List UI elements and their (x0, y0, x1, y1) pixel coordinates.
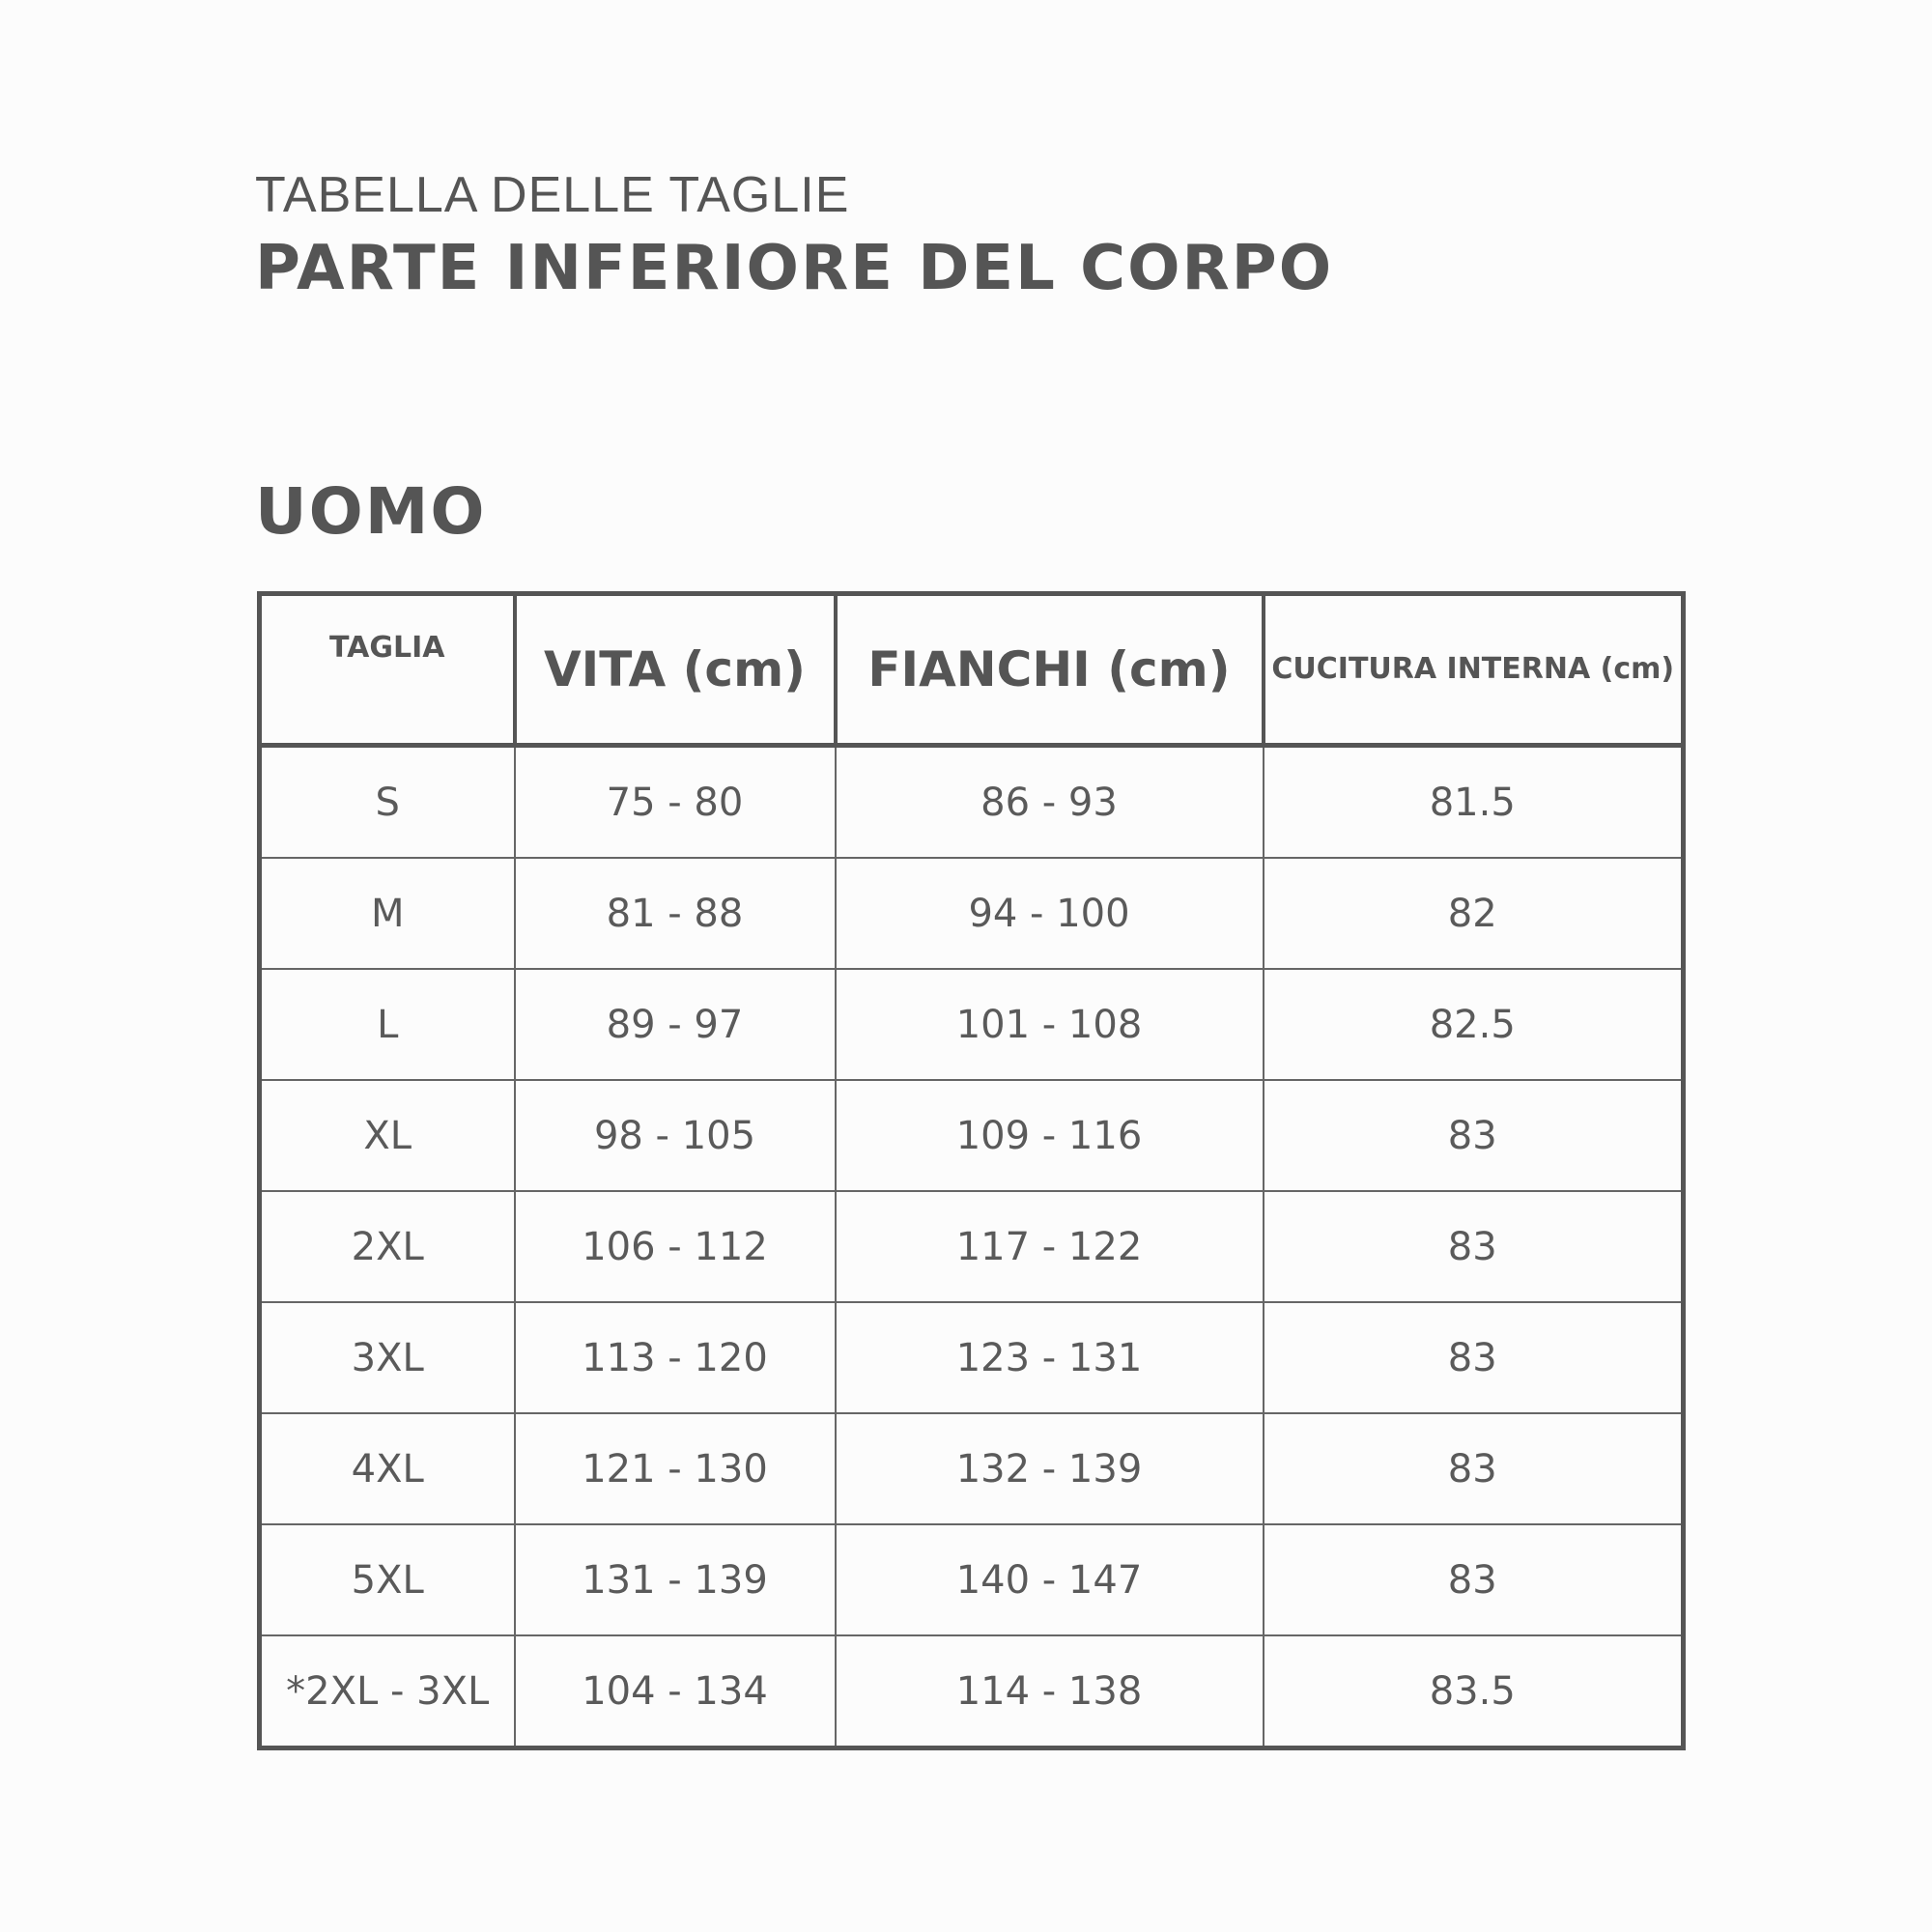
cell-hips: 114 - 138 (836, 1635, 1264, 1748)
cell-waist: 89 - 97 (515, 969, 836, 1080)
cell-waist: 75 - 80 (515, 746, 836, 859)
page-title: PARTE INFERIORE DEL CORPO (255, 233, 1334, 304)
cell-waist: 104 - 134 (515, 1635, 836, 1748)
column-header-inseam-label: CUCITURA INTERNA (cm) (1271, 652, 1675, 686)
column-header-waist: VITA (cm) (515, 594, 836, 746)
cell-size: XL (260, 1080, 515, 1191)
cell-inseam: 83.5 (1264, 1635, 1684, 1748)
table-row (260, 746, 1684, 859)
table-row (260, 1080, 1684, 1191)
table-header-row (260, 594, 1684, 746)
cell-hips: 94 - 100 (836, 858, 1264, 969)
cell-hips: 123 - 131 (836, 1302, 1264, 1413)
cell-size: 4XL (260, 1413, 515, 1524)
cell-waist: 131 - 139 (515, 1524, 836, 1635)
cell-inseam: 83 (1264, 1191, 1684, 1302)
cell-size: *2XL - 3XL (260, 1635, 515, 1748)
column-header-hips: FIANCHI (cm) (836, 594, 1264, 746)
cell-hips: 86 - 93 (836, 746, 1264, 859)
table-row (260, 1524, 1684, 1635)
table-row (260, 1635, 1684, 1748)
size-table (257, 591, 1686, 1750)
cell-waist: 98 - 105 (515, 1080, 836, 1191)
cell-size: 3XL (260, 1302, 515, 1413)
cell-inseam: 82 (1264, 858, 1684, 969)
cell-hips: 109 - 116 (836, 1080, 1264, 1191)
cell-waist: 81 - 88 (515, 858, 836, 969)
chart-subtitle: TABELLA DELLE TAGLIE (255, 167, 850, 223)
cell-inseam: 83 (1264, 1524, 1684, 1635)
cell-size: M (260, 858, 515, 969)
column-header-size: TAGLIA (260, 594, 515, 746)
cell-size: S (260, 746, 515, 859)
cell-hips: 101 - 108 (836, 969, 1264, 1080)
cell-inseam: 83 (1264, 1302, 1684, 1413)
column-header-inseam (1264, 594, 1684, 746)
cell-waist: 121 - 130 (515, 1413, 836, 1524)
cell-size: 5XL (260, 1524, 515, 1635)
cell-inseam: 83 (1264, 1413, 1684, 1524)
cell-waist: 113 - 120 (515, 1302, 836, 1413)
cell-hips: 132 - 139 (836, 1413, 1264, 1524)
cell-size: 2XL (260, 1191, 515, 1302)
table-row (260, 1191, 1684, 1302)
cell-hips: 140 - 147 (836, 1524, 1264, 1635)
cell-inseam: 82.5 (1264, 969, 1684, 1080)
cell-inseam: 83 (1264, 1080, 1684, 1191)
cell-hips: 117 - 122 (836, 1191, 1264, 1302)
cell-waist: 106 - 112 (515, 1191, 836, 1302)
cell-size: L (260, 969, 515, 1080)
section-title: UOMO (255, 474, 487, 549)
cell-inseam: 81.5 (1264, 746, 1684, 859)
table-row (260, 1413, 1684, 1524)
table-row (260, 969, 1684, 1080)
table-row (260, 1302, 1684, 1413)
table-row (260, 858, 1684, 969)
